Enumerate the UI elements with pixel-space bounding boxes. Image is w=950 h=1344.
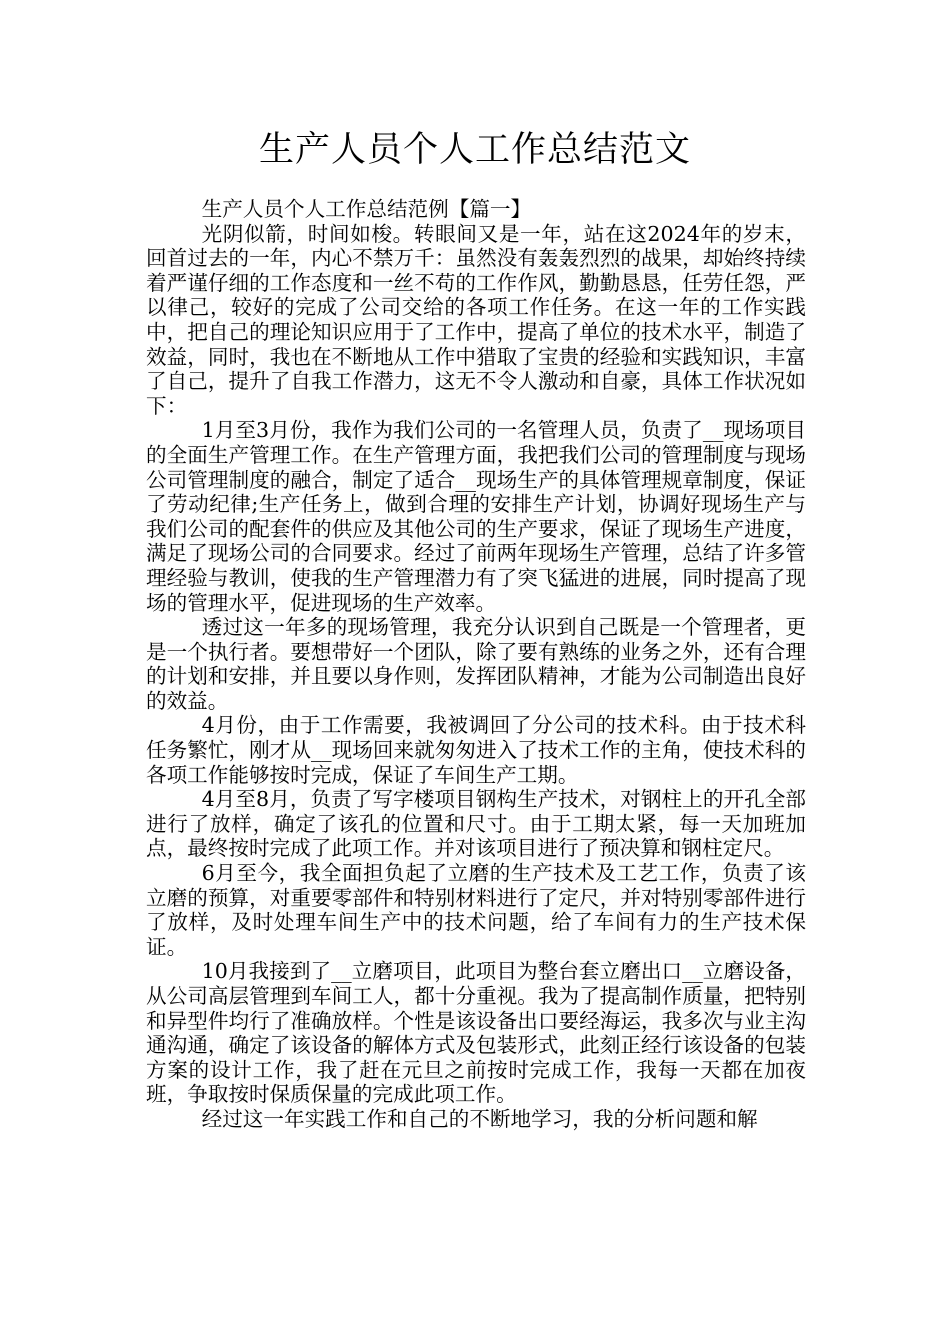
document-subtitle: 生产人员个人工作总结范例【篇一】 [201,197,532,221]
paragraph-june: 6月至今，我全面担负起了立磨的生产技术及工艺工作，负责了该立磨的预算，对重要零部件和特别材料进行了定尺，并对特别零部件进行了放样，及时处理车间生产中的技术问题，给了车间有力的生产技术保证。 [146,861,806,959]
paragraph-intro: 光阴似箭，时间如梭。转眼间又是一年，站在这2024年的岁末，回首过去的一年，内心不禁万千：虽然没有轰轰烈烈的战果，却始终持续着严谨仔细的工作态度和一丝不苟的工作作风，勤勤恳恳，任劳任怨，严以律己，较好的完成了公司交给的各项工作任务。在这一年的工作实践中，把自己的理论知识应用于了工作中，提高了单位的技术水平，制造了效益，同时，我也在不断地从工作中猎取了宝贵的经验和实践知识，丰富了自己，提升了自我工作潜力，这无不令人激动和自豪，具体工作状况如下： [146,221,806,418]
document-title: 生产人员个人工作总结范文 [258,130,691,170]
paragraph-april: 4月份，由于工作需要，我被调回了分公司的技术科。由于技术科任务繁忙，刚才从__现场回来就匆匆进入了技术工作的主角，使技术科的各项工作能够按时完成，保证了车间生产工期。 [146,713,806,787]
paragraph-jan-mar: 1月至3月份，我作为我们公司的一名管理人员，负责了__现场项目的全面生产管理工作。在生产管理方面，我把我们公司的管理制度与现场公司管理制度的融合，制定了适合__现场生产的具体管理规章制度，保证了劳动纪律;生产任务上，做到合理的安排生产计划，协调好现场生产与我们公司的配套件的供应及其他公司的生产要求，保证了现场生产进度，满足了现场公司的合同要求。经过了前两年现场生产管理，总结了许多管理经验与教训，使我的生产管理潜力有了突飞猛进的进展，同时提高了现场的管理水平，促进现场的生产效率。 [146,418,806,615]
paragraph-apr-aug: 4月至8月，负责了写字楼项目钢构生产技术，对钢柱上的开孔全部进行了放样，确定了该孔的位置和尺寸。由于工期太紧，每一天加班加点，最终按时完成了此项工作。并对该项目进行了预决算和钢柱定尺。 [146,787,806,861]
paragraph-reflection: 透过这一年多的现场管理，我充分认识到自己既是一个管理者，更是一个执行者。要想带好一个团队，除了要有熟练的业务之外，还有合理的计划和安排，并且要以身作则，发挥团队精神，才能为公司制造出良好的效益。 [146,615,806,713]
document-body [146,197,806,1132]
paragraph-october: 10月我接到了__立磨项目，此项目为整台套立磨出口__立磨设备，从公司高层管理到车间工人，都十分重视。我为了提高制作质量，把特别和异型件均行了准确放样。个性是该设备出口要经海运，我多次与业主沟通沟通，确定了该设备的解体方式及包装形式，此刻正经行该设备的包装方案的设计工作，我了赶在元旦之前按时完成工作，我每一天都在加夜班，争取按时保质保量的完成此项工作。 [146,959,806,1107]
paragraph-closing: 经过这一年实践工作和自己的不断地学习，我的分析问题和解 [201,1106,758,1131]
